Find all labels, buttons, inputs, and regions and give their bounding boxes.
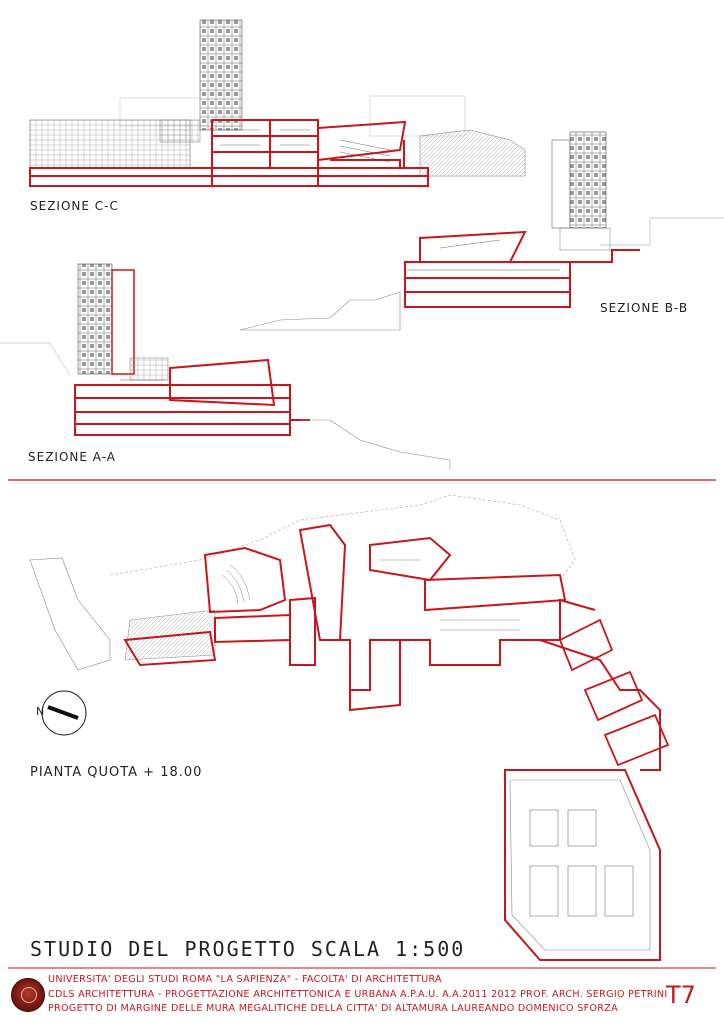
north-label: N bbox=[36, 705, 46, 718]
sheet-code: T7 bbox=[666, 981, 696, 1009]
section-cc-drawing bbox=[30, 20, 724, 250]
university-seal-logo bbox=[11, 978, 45, 1012]
footer-course: CDLS ARCHITETTURA - PROGETTAZIONE ARCHITETTONICA E URBANA A.P.A.U. A.A.2011 2012 PROF. ARCH. SERGIO PETRINI bbox=[48, 989, 668, 1000]
footer-project: PROGETTO DI MARGINE DELLE MURA MEGALITICHE DELLA CITTA' DI ALTAMURA LAUREANDO DOMENICO SFORZA bbox=[48, 1003, 618, 1014]
section-bb-label: SEZIONE B-B bbox=[600, 301, 689, 315]
sheet-title: STUDIO DEL PROGETTO SCALA 1:500 bbox=[30, 937, 466, 961]
plan-drawing bbox=[30, 495, 668, 960]
footer-university: UNIVERSITA' DEGLI STUDI ROMA "LA SAPIENZA" - FACOLTA' DI ARCHITETTURA bbox=[48, 974, 442, 985]
section-bb-drawing bbox=[240, 232, 640, 330]
plan-label: PIANTA QUOTA + 18.00 bbox=[30, 765, 203, 780]
section-aa-label: SEZIONE A-A bbox=[28, 450, 116, 464]
section-aa-drawing bbox=[0, 264, 450, 470]
section-cc-label: SEZIONE C-C bbox=[30, 199, 119, 213]
north-arrow-icon bbox=[48, 707, 78, 718]
